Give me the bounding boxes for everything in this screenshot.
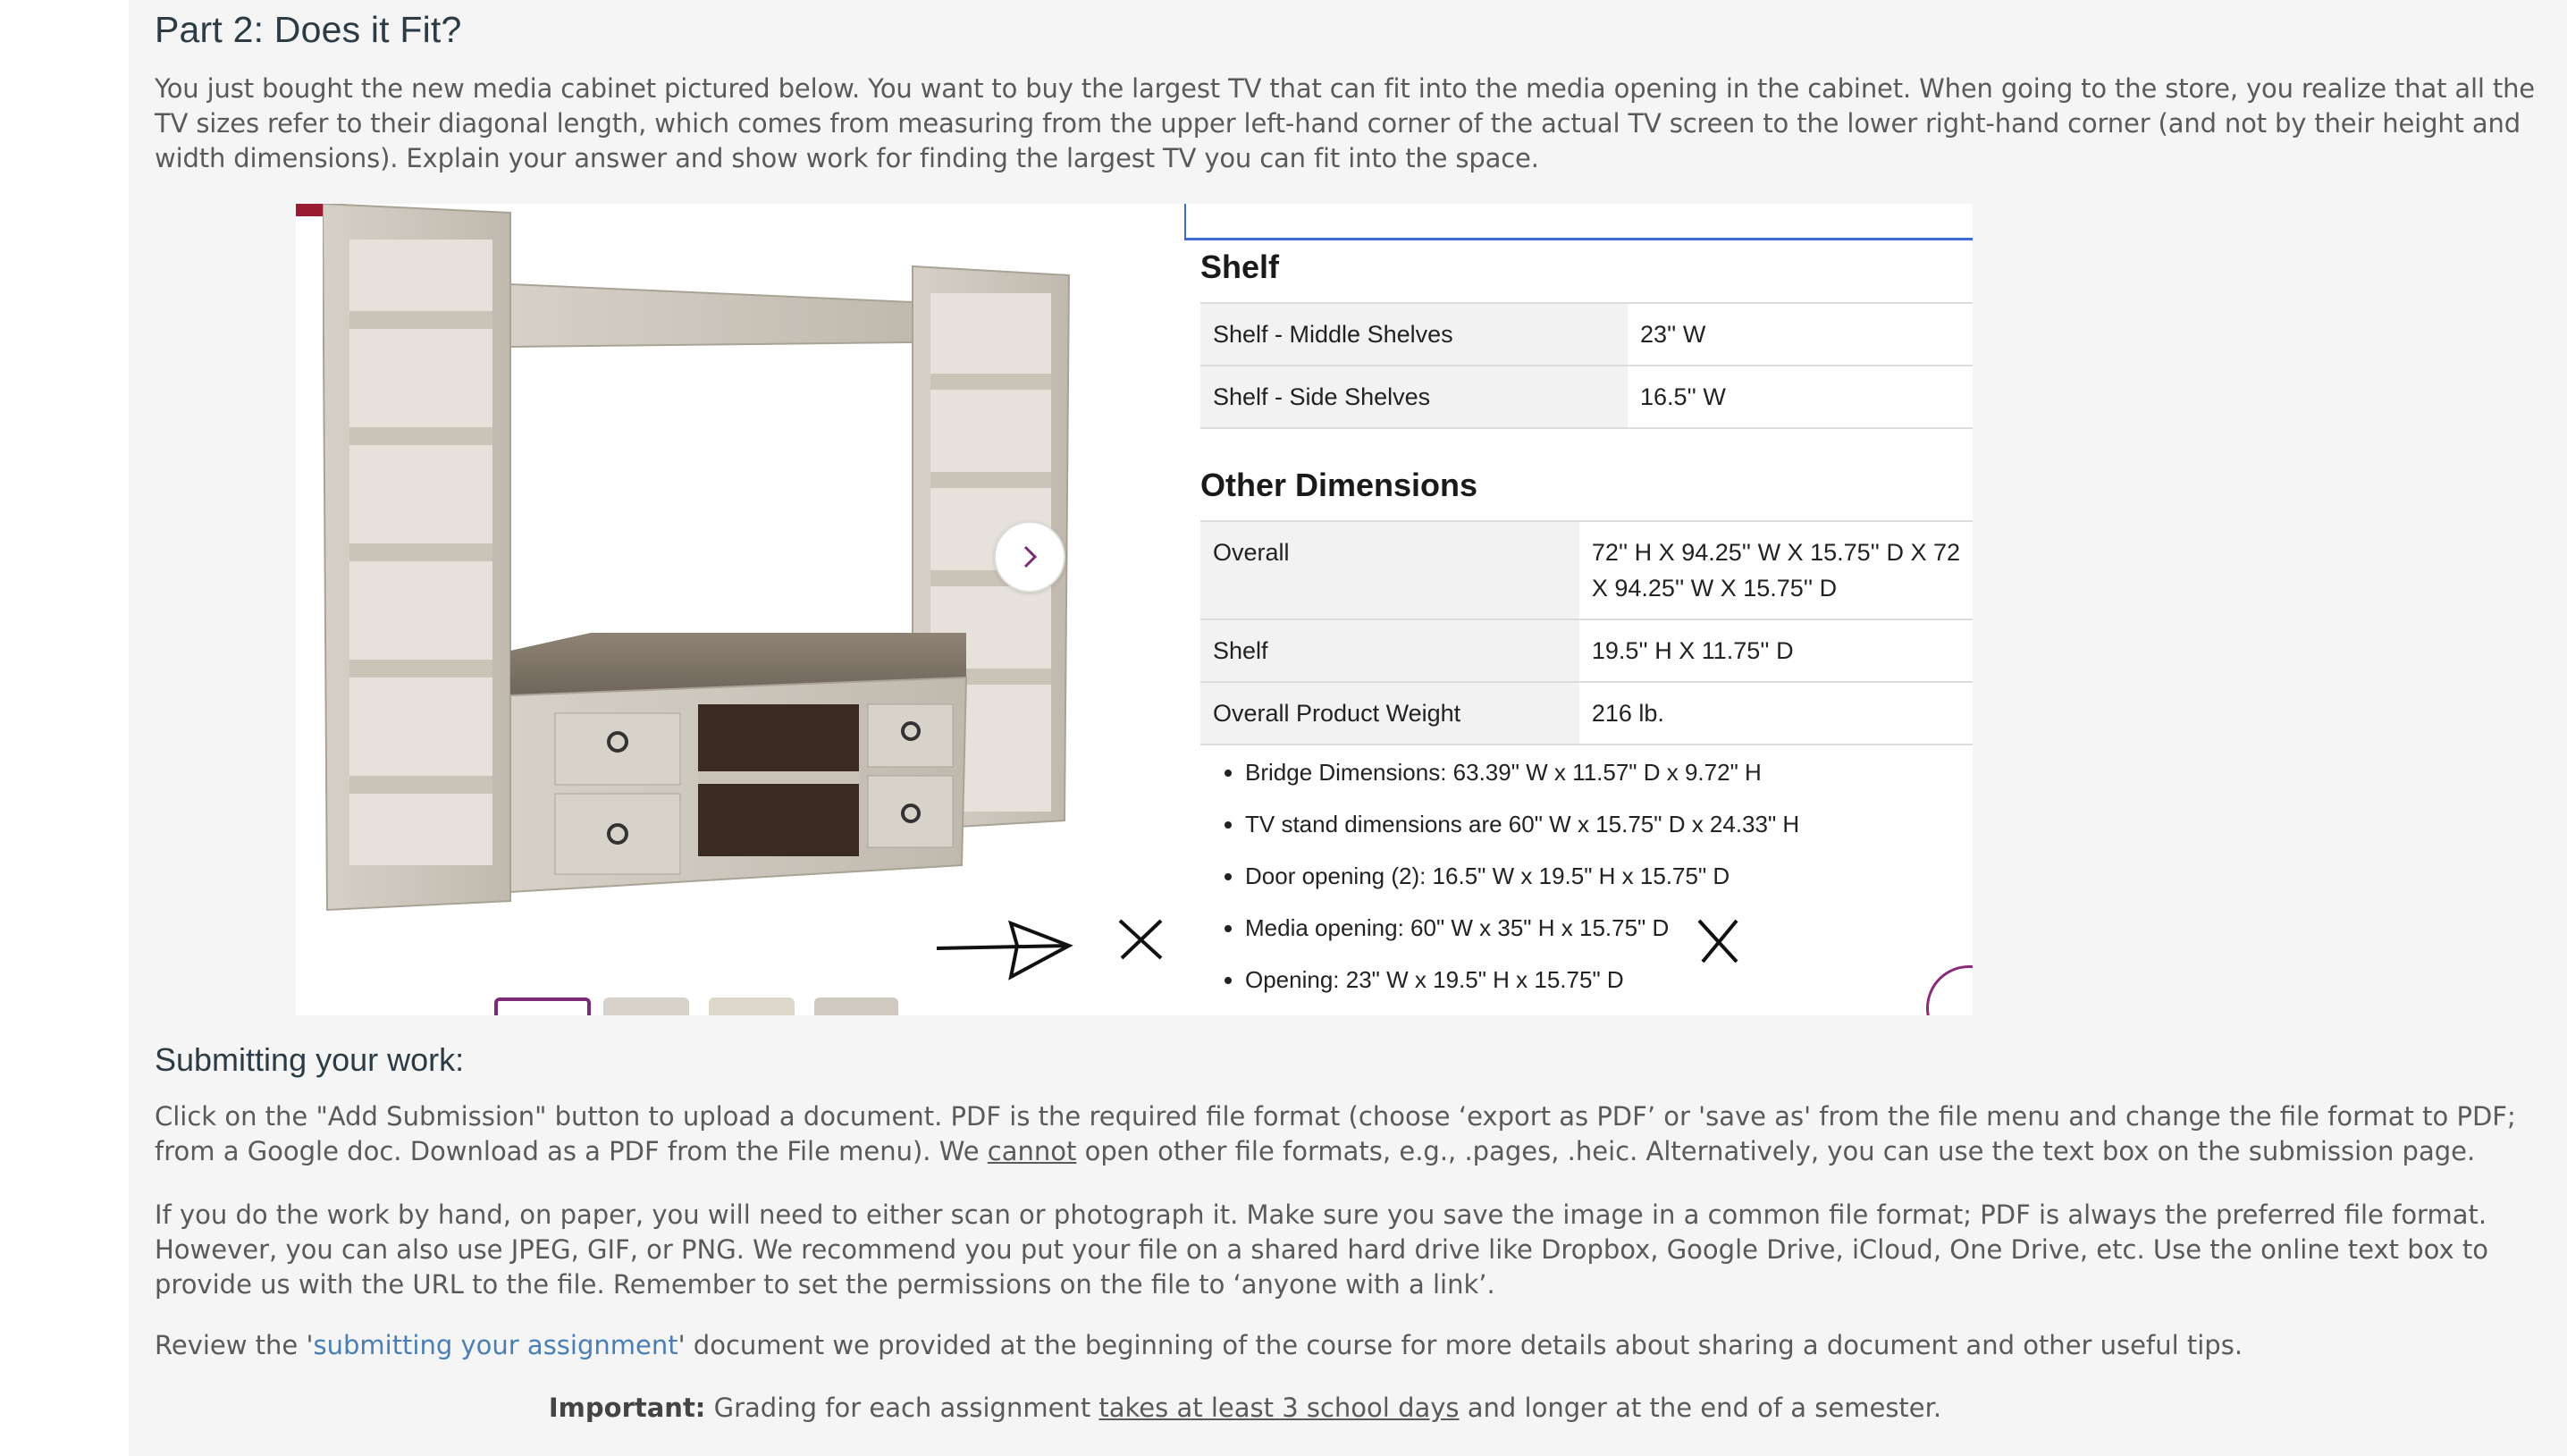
spec-value: 16.5'' W — [1628, 366, 1973, 428]
list-item: • TV stand dimensions are 60" W x 15.75" D x 24.33" H — [1245, 806, 1799, 858]
text-segment: open other file formats, e.g., .pages, .heic. Alternatively, you can use the text box on the submission page. — [1076, 1136, 2476, 1166]
text-segment: ' document we provided at the beginning of the course for more details about sharing a document and other useful tips. — [678, 1330, 2243, 1360]
other-dimensions-title: Other Dimensions — [1200, 467, 1478, 503]
spec-label: Overall — [1200, 521, 1579, 619]
hand-drawn-x-mark — [1696, 917, 1742, 965]
media-cabinet-figure — [296, 204, 1973, 1015]
list-item: • Opening: 23" W x 19.5" H x 15.75" D — [1245, 962, 1799, 1014]
emphasis-underlined: takes at least 3 school days — [1098, 1393, 1460, 1423]
review-paragraph — [155, 1328, 2550, 1363]
submitting-heading: Submitting your work: — [155, 1041, 465, 1078]
table-row — [1200, 366, 1973, 428]
spec-value: 216 lb. — [1579, 682, 1973, 745]
spec-value-line: 72'' H X 94.25'' W X 15.75'' D X 72 — [1591, 539, 1960, 566]
text-segment: and longer at the end of a semester. — [1459, 1393, 1942, 1423]
media-cabinet-image — [323, 204, 1100, 919]
thumbnail-2[interactable] — [603, 997, 689, 1015]
spec-label: Shelf — [1200, 619, 1579, 682]
chevron-right-icon — [1016, 543, 1043, 570]
scan-instructions: If you do the work by hand, on paper, you will need to either scan or photograph it. Make sure you save the image in a common file format; PDF is always the preferred file format. However, you can also use JPEG, GIF, or PNG. We recommend you put your file on a shared hard drive like Dropbox, Google Drive, iCloud, One Drive, etc. Use the online text box to provide us with the URL to the file. Remember to set the permissions on the file to ‘anyone with a link’. — [155, 1199, 2488, 1300]
other-dimensions-table — [1200, 520, 1973, 745]
list-item: • Media opening: 60" W x 35" H x 15.75" D — [1245, 910, 1799, 962]
spec-value — [1579, 521, 1973, 619]
table-row — [1200, 682, 1973, 745]
text-segment: Review the ' — [155, 1330, 314, 1360]
intro-paragraph: You just bought the new media cabinet pictured below. You want to buy the largest TV that can fit into the media opening in the cabinet. When going to the store, you realize that all the TV sizes refer to their diagonal length, which comes from measuring from the upper left-hand corner of the actual TV screen to the lower right-hand corner (and not by their height and width dimensions). Explain your answer and show work for finding the largest TV you can fit into the space. — [155, 73, 2535, 173]
thumbnail-1[interactable] — [494, 997, 591, 1015]
spec-value: 23'' W — [1628, 303, 1973, 366]
text-segment: Grading for each assignment — [705, 1393, 1099, 1423]
chat-icon[interactable] — [1926, 965, 1973, 1015]
spec-label: Overall Product Weight — [1200, 682, 1579, 745]
thumbnail-3[interactable] — [709, 997, 795, 1015]
next-image-button[interactable] — [994, 521, 1065, 593]
spec-value-line: X 94.25'' W X 15.75'' D — [1591, 575, 1838, 602]
list-item: • Door opening (2): 16.5" W x 19.5" H x 15.75" D — [1245, 858, 1799, 910]
shelf-spec-table — [1200, 302, 1973, 429]
thumbnail-4[interactable] — [814, 997, 898, 1015]
submission-instructions — [155, 1099, 2550, 1169]
list-item: • Bridge Dimensions: 63.39" W x 11.57" D x 9.72" H — [1245, 754, 1799, 806]
spec-label: Shelf - Middle Shelves — [1200, 303, 1628, 366]
panel-top-bar — [1184, 204, 1973, 240]
important-note — [155, 1391, 2336, 1426]
page-heading: Part 2: Does it Fit? — [155, 9, 462, 50]
dimension-bullets — [1200, 754, 1799, 1014]
hand-drawn-arrow — [935, 919, 1078, 981]
submitting-assignment-link[interactable]: submitting your assignment — [313, 1330, 678, 1360]
text-segment: Click on the "Add Submission" button to upload a document. PDF is the required file format (choose ‘export as PDF’ or 'save as' from the file menu and change the file format to PDF; from a Google doc. Download as a PDF from the File menu). We — [155, 1101, 2516, 1166]
assignment-content — [129, 0, 2567, 1456]
specifications-panel — [1184, 204, 1973, 1015]
table-row — [1200, 521, 1973, 619]
table-row — [1200, 303, 1973, 366]
spec-label: Shelf - Side Shelves — [1200, 366, 1628, 428]
hand-drawn-x-mark — [1116, 917, 1166, 962]
spec-value: 19.5'' H X 11.75'' D — [1579, 619, 1973, 682]
important-label: Important: — [548, 1393, 706, 1423]
emphasis-underlined: cannot — [987, 1136, 1077, 1166]
shelf-section-title: Shelf — [1200, 248, 1280, 285]
table-row — [1200, 619, 1973, 682]
